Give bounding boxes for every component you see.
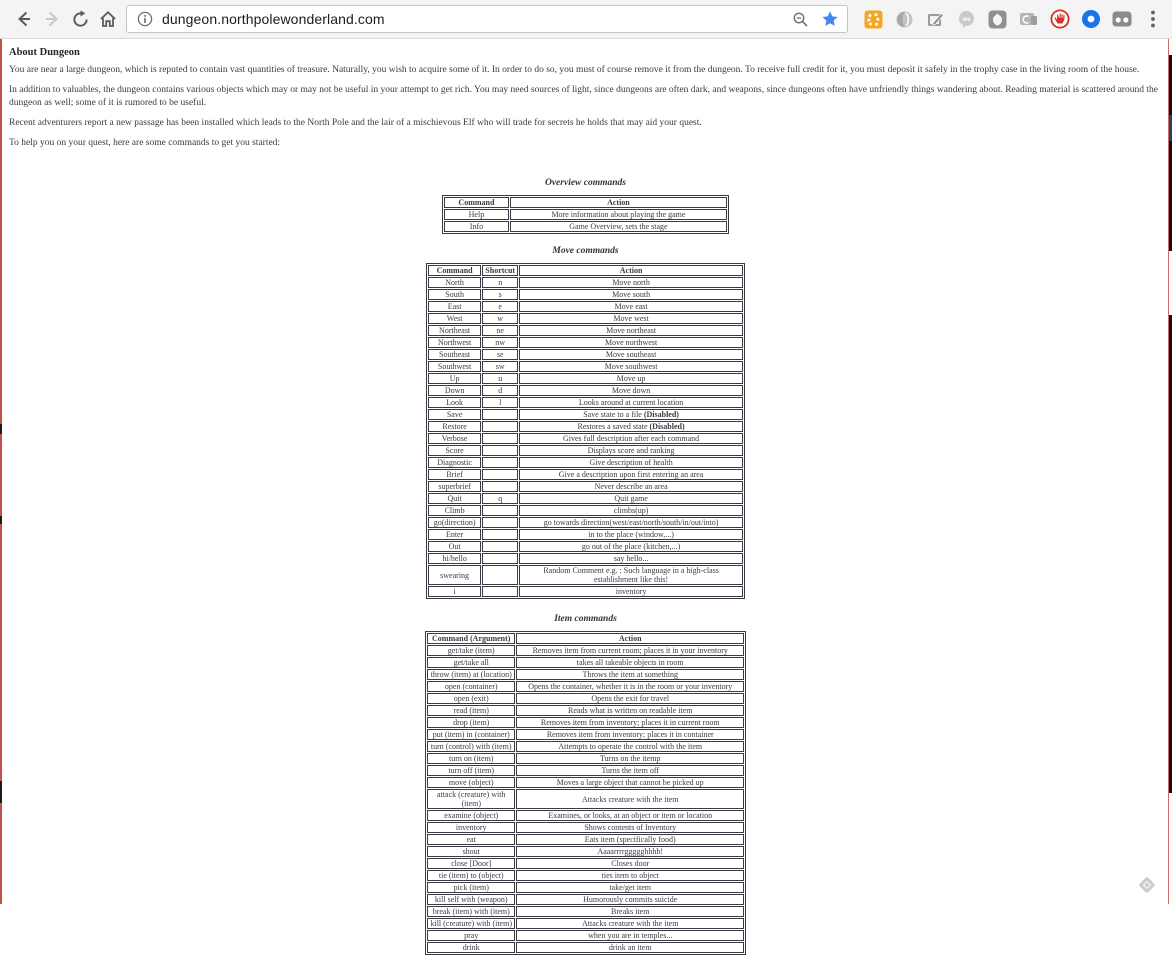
table-cell: Shows contents of Inventory — [516, 822, 744, 833]
table-row — [427, 870, 744, 881]
table-cell: Looks around at current location — [519, 397, 743, 408]
table-cell: kill (creature) with (item) — [427, 918, 515, 929]
table-cell: u — [482, 373, 518, 384]
table-cell: East — [428, 301, 481, 312]
table-cell: go towards direction(west/east/north/south/in/out/into) — [519, 517, 743, 528]
zoom-out-icon[interactable] — [792, 11, 809, 28]
table-cell: Attempts to operate the control with the item — [516, 741, 744, 752]
browser-menu-button[interactable] — [1141, 4, 1164, 34]
table-row — [427, 894, 744, 905]
table-row — [428, 529, 743, 540]
table-row — [427, 765, 744, 776]
table-cell: drop (item) — [427, 717, 515, 728]
page-info-icon[interactable] — [137, 11, 153, 27]
table-cell: Game Overview, sets the stage — [510, 221, 727, 232]
table-cell: Score — [428, 445, 481, 456]
table-cell: Attacks creature with the item — [516, 789, 744, 809]
table-cell: when you are in temples... — [516, 930, 744, 941]
table-cell: close [Door] — [427, 858, 515, 869]
table-cell: drink — [427, 942, 515, 953]
table-row — [427, 729, 744, 740]
table-row — [427, 669, 744, 680]
table-row — [428, 349, 743, 360]
table-cell: Move up — [519, 373, 743, 384]
extension-blue-ring-icon[interactable] — [1075, 4, 1106, 34]
table-row — [428, 421, 743, 432]
table-cell: get/take all — [427, 657, 515, 668]
column-header: Command — [444, 197, 509, 208]
table-cell: More information about playing the game — [510, 209, 727, 220]
home-icon — [98, 9, 118, 29]
table-row — [428, 373, 743, 384]
table-row — [427, 657, 744, 668]
web-page-content — [0, 39, 1172, 952]
table-cell: Diagnostic — [428, 457, 481, 468]
table-cell: n — [482, 277, 518, 288]
table-cell: sw — [482, 361, 518, 372]
table-cell: Out — [428, 541, 481, 552]
table-cell — [482, 586, 518, 597]
table-header-row — [428, 265, 743, 276]
table-cell: Northwest — [428, 337, 481, 348]
table-cell: Removes item from current room; places it in your inventory — [516, 645, 744, 656]
table-cell: Examines, or looks, at an object or item or location — [516, 810, 744, 821]
column-header: Command — [428, 265, 481, 276]
table-header-row — [427, 633, 744, 644]
table-row — [427, 810, 744, 821]
table-row — [444, 221, 727, 232]
table-cell: q — [482, 493, 518, 504]
table-cell: inventory — [427, 822, 515, 833]
extension-disabled-circle-icon[interactable] — [889, 4, 920, 34]
extension-orange-grid-icon[interactable] — [858, 4, 889, 34]
browser-toolbar — [0, 0, 1172, 39]
extension-stop-hand-icon[interactable] — [1044, 4, 1075, 34]
home-button[interactable] — [94, 5, 122, 33]
table-cell — [482, 505, 518, 516]
table-cell: Save state to a file (Disabled) — [519, 409, 743, 420]
table-cell: Displays score and ranking — [519, 445, 743, 456]
table-cell: turn on (item) — [427, 753, 515, 764]
table-row — [427, 645, 744, 656]
table-cell: Never describe an area — [519, 481, 743, 492]
table-row — [427, 834, 744, 845]
table-cell: Turns the item off — [516, 765, 744, 776]
table-row — [427, 741, 744, 752]
table-cell: kill self with (weapon) — [427, 894, 515, 905]
extension-shield-icon[interactable] — [982, 4, 1013, 34]
table-row — [427, 906, 744, 917]
table-cell: ne — [482, 325, 518, 336]
table-cell: Reads what is written on readable item — [516, 705, 744, 716]
table-row — [428, 553, 743, 564]
table-row — [428, 445, 743, 456]
extension-ws-bubble-icon[interactable] — [951, 4, 982, 34]
table-cell: climbs(up) — [519, 505, 743, 516]
table-cell: Move northeast — [519, 325, 743, 336]
table-cell: Random Comment e.g. : Such language in a high-class establishment like this! — [519, 565, 743, 585]
table-cell: move (object) — [427, 777, 515, 788]
table-cell: tie (item) to (object) — [427, 870, 515, 881]
bookmark-star-icon[interactable] — [821, 10, 839, 28]
column-header: Action — [516, 633, 744, 644]
table-row — [428, 289, 743, 300]
table-cell: swearing — [428, 565, 481, 585]
table-cell: Quit — [428, 493, 481, 504]
table-cell — [482, 445, 518, 456]
table-cell: West — [428, 313, 481, 324]
table-cell: open (container) — [427, 681, 515, 692]
table-cell — [482, 457, 518, 468]
url-text[interactable]: dungeon.northpolewonderland.com — [162, 11, 385, 27]
table-cell: i — [428, 586, 481, 597]
table-cell: go out of the place (kitchen,...) — [519, 541, 743, 552]
table-row — [428, 337, 743, 348]
table-row — [428, 505, 743, 516]
svg-text:ws: ws — [962, 16, 971, 23]
table-row — [428, 397, 743, 408]
extension-note-edit-icon[interactable] — [920, 4, 951, 34]
table-cell: hi/hello — [428, 553, 481, 564]
table-cell: l — [482, 397, 518, 408]
extension-camera-icon[interactable] — [1013, 4, 1044, 34]
reload-button[interactable] — [66, 5, 94, 33]
overview-commands-caption: Overview commands — [544, 178, 626, 188]
table-cell: read (item) — [427, 705, 515, 716]
table-cell: takes all takeable objects in room — [516, 657, 744, 668]
overview-commands-table — [442, 195, 729, 234]
table-cell: Info — [444, 221, 509, 232]
table-cell: Brief — [428, 469, 481, 480]
table-cell: break (item) with (item) — [427, 906, 515, 917]
table-cell: Look — [428, 397, 481, 408]
table-cell: Help — [444, 209, 509, 220]
table-cell: Eats item (specifically food) — [516, 834, 744, 845]
table-cell: open (exit) — [427, 693, 515, 704]
table-cell: Move north — [519, 277, 743, 288]
table-cell — [482, 409, 518, 420]
table-cell — [482, 433, 518, 444]
table-cell: in to the place (window,...) — [519, 529, 743, 540]
table-row — [427, 753, 744, 764]
table-cell: North — [428, 277, 481, 288]
table-cell: turn (control) with (item) — [427, 741, 515, 752]
table-cell: e — [482, 301, 518, 312]
table-row — [428, 301, 743, 312]
back-arrow-icon — [14, 9, 34, 29]
table-cell: ties item to object — [516, 870, 744, 881]
table-cell: Breaks item — [516, 906, 744, 917]
table-cell — [482, 481, 518, 492]
table-row — [428, 565, 743, 585]
left-edge-tick — [0, 516, 2, 524]
table-cell: shout — [427, 846, 515, 857]
table-cell: Move west — [519, 313, 743, 324]
table-cell: Up — [428, 373, 481, 384]
table-cell — [482, 517, 518, 528]
table-row — [427, 693, 744, 704]
table-row — [428, 277, 743, 288]
table-row — [428, 517, 743, 528]
table-cell: Opens the container, whether it is in the room or your inventory — [516, 681, 744, 692]
column-header: Action — [519, 265, 743, 276]
table-cell — [482, 565, 518, 585]
left-edge-tick — [0, 424, 2, 434]
table-cell: Climb — [428, 505, 481, 516]
table-cell: Quit game — [519, 493, 743, 504]
table-row — [427, 918, 744, 929]
table-cell — [482, 529, 518, 540]
table-cell: Enter — [428, 529, 481, 540]
back-button[interactable] — [10, 5, 38, 33]
table-cell: Move northwest — [519, 337, 743, 348]
table-row — [427, 789, 744, 809]
table-cell: take/get item — [516, 882, 744, 893]
table-cell: pray — [427, 930, 515, 941]
table-cell: Humorously commits suicide — [516, 894, 744, 905]
table-cell: Move south — [519, 289, 743, 300]
table-cell: Throws the item at something — [516, 669, 744, 680]
table-cell: Restore — [428, 421, 481, 432]
table-cell: Moves a large object that cannot be picked up — [516, 777, 744, 788]
extensions-area — [858, 4, 1137, 34]
address-bar[interactable] — [126, 5, 848, 33]
item-commands-caption: Item commands — [554, 614, 617, 624]
table-row — [427, 822, 744, 833]
table-row — [427, 858, 744, 869]
move-commands-table — [426, 263, 745, 599]
table-cell: pick (item) — [427, 882, 515, 893]
table-row — [427, 705, 744, 716]
table-cell: Give a description upon first entering an area — [519, 469, 743, 480]
table-cell: Northeast — [428, 325, 481, 336]
table-row — [428, 541, 743, 552]
table-row — [428, 433, 743, 444]
table-cell: get/take (item) — [427, 645, 515, 656]
table-row — [428, 313, 743, 324]
column-header: Action — [510, 197, 727, 208]
table-row — [428, 325, 743, 336]
table-header-row — [444, 197, 727, 208]
table-cell: Move down — [519, 385, 743, 396]
reload-icon — [71, 10, 90, 29]
table-cell: Gives full description after each command — [519, 433, 743, 444]
table-row — [428, 361, 743, 372]
table-cell: Give description of health — [519, 457, 743, 468]
intro-paragraph-4: To help you on your quest, here are some commands to get you started: — [9, 138, 281, 148]
table-cell: say hello... — [519, 553, 743, 564]
table-row — [427, 942, 744, 953]
table-row — [428, 409, 743, 420]
table-cell — [482, 421, 518, 432]
intro-paragraph-1: You are near a large dungeon, which is reputed to contain vast quantities of treasure. Naturally, you wish to acquire some of it. In order to do so, you must of course remove it from the dungeon. To receive full credit for it, you must deposit it safely in the trophy case in the living room of the house. — [9, 65, 1140, 75]
table-cell — [482, 541, 518, 552]
table-cell: Southwest — [428, 361, 481, 372]
forward-arrow-icon — [42, 9, 62, 29]
left-edge-line — [0, 39, 2, 904]
table-cell: throw (item) at (location) — [427, 669, 515, 680]
table-cell: Aaaarrrrggggghhhh! — [516, 846, 744, 857]
table-cell: put (item) in (container) — [427, 729, 515, 740]
table-cell: Save — [428, 409, 481, 420]
forward-button[interactable] — [38, 5, 66, 33]
table-row — [428, 457, 743, 468]
left-edge-tick — [0, 781, 2, 803]
intro-paragraph-3: Recent adventurers report a new passage has been installed which leads to the North Pole and the lair of a mischievous Elf who will trade for secrets he holds that may aid your quest. — [9, 118, 702, 128]
column-header: Shortcut — [482, 265, 518, 276]
table-cell: se — [482, 349, 518, 360]
table-cell: drink an item — [516, 942, 744, 953]
table-row — [427, 882, 744, 893]
kebab-menu-icon — [1151, 10, 1155, 28]
table-cell: s — [482, 289, 518, 300]
table-cell: examine (object) — [427, 810, 515, 821]
table-row — [428, 481, 743, 492]
table-cell: South — [428, 289, 481, 300]
overlay-widget-icon[interactable] — [1139, 877, 1156, 894]
table-cell — [482, 553, 518, 564]
table-cell: Closes door — [516, 858, 744, 869]
column-header: Command (Argument) — [427, 633, 515, 644]
table-cell: Move east — [519, 301, 743, 312]
table-row — [427, 777, 744, 788]
table-row — [427, 717, 744, 728]
table-cell — [482, 469, 518, 480]
table-row — [428, 586, 743, 597]
table-row — [427, 681, 744, 692]
table-cell: Restores a saved state (Disabled) — [519, 421, 743, 432]
table-cell: attack (creature) with (item) — [427, 789, 515, 809]
table-cell: Move southwest — [519, 361, 743, 372]
table-cell: eat — [427, 834, 515, 845]
table-row — [428, 469, 743, 480]
table-cell: Down — [428, 385, 481, 396]
move-commands-caption: Move commands — [552, 246, 619, 256]
table-cell: Removes item from inventory; places it in current room — [516, 717, 744, 728]
table-cell: d — [482, 385, 518, 396]
table-row — [427, 930, 744, 941]
table-cell: turn off (item) — [427, 765, 515, 776]
table-cell: Attacks creature with the item — [516, 918, 744, 929]
table-row — [428, 493, 743, 504]
table-cell: nw — [482, 337, 518, 348]
table-cell: Turns on the itemp — [516, 753, 744, 764]
table-cell: Verbose — [428, 433, 481, 444]
item-commands-table — [425, 631, 746, 955]
table-cell: go(direction) — [428, 517, 481, 528]
page-title: About Dungeon — [9, 47, 80, 58]
intro-paragraph-2: In addition to valuables, the dungeon contains various objects which may or may not be useful in your attempt to get rich. You may need sources of light, since dungeons are often dark, and weapons, since dungeons often have unfriendly things wandering about. Reading material is scattered around the dungeon as well; some of it is rumored to be useful. — [9, 85, 1158, 108]
table-cell: Removes item from inventory; places it in container — [516, 729, 744, 740]
table-cell: Southeast — [428, 349, 481, 360]
table-cell: Opens the exit for travel — [516, 693, 744, 704]
table-row — [427, 846, 744, 857]
table-cell: superbrief — [428, 481, 481, 492]
table-row — [444, 209, 727, 220]
table-cell: w — [482, 313, 518, 324]
table-row — [428, 385, 743, 396]
extension-dark-tabs-icon[interactable] — [1106, 4, 1137, 34]
table-cell: inventory — [519, 586, 743, 597]
table-cell: Move southeast — [519, 349, 743, 360]
